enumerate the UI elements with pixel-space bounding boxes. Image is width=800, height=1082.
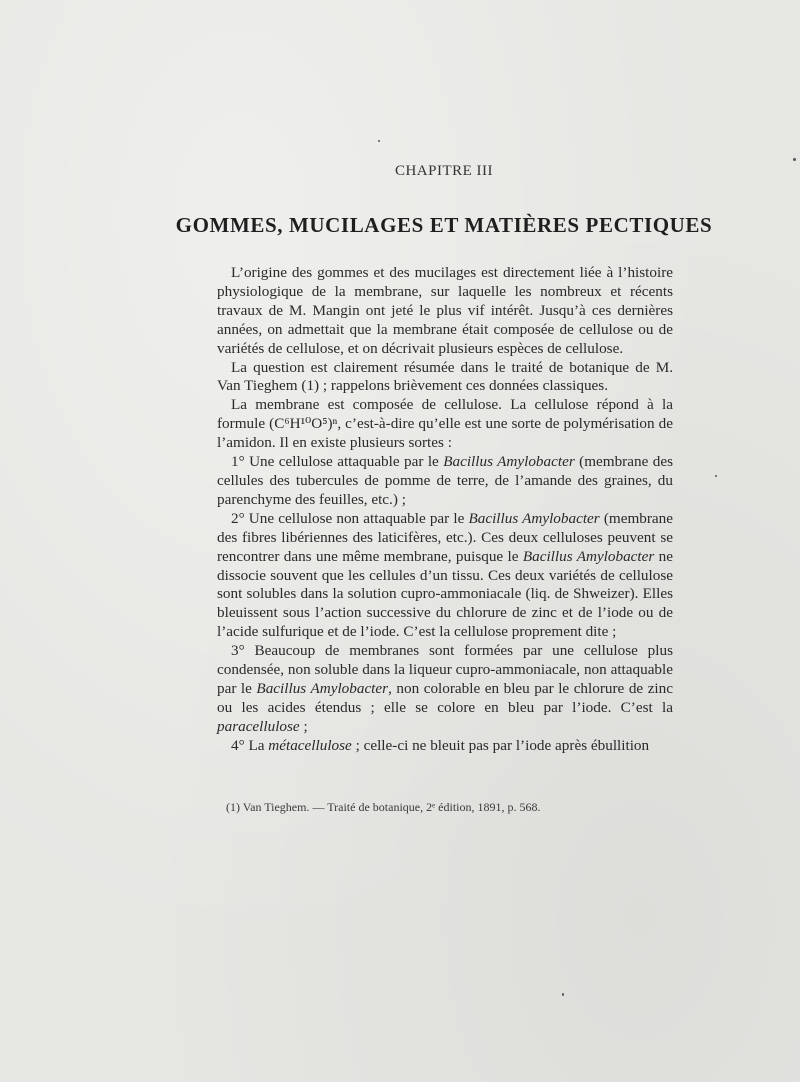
- paragraph: [217, 359, 673, 397]
- paragraph-text: La membrane est composée de cellulose. La cellulose répond à la formule (C⁶H¹⁰O⁵)ⁿ, c’est-à-dire qu’elle est une sorte de polymérisation de l’amidon. Il en existe plusieurs sortes :: [217, 396, 673, 452]
- paragraph-text: 3° Beaucoup de membranes sont formées par une cellulose plus condensée, non soluble dans la liqueur cupro-ammoniacale, non attaquable par le: [217, 642, 673, 697]
- paragraph-text: ; celle-ci ne bleuit pas par l’iode après ébullition: [351, 736, 650, 754]
- paragraph: [217, 453, 673, 510]
- italic-term: Bacillus Amylobacter: [256, 679, 389, 697]
- paragraph-text: 4° La: [231, 736, 269, 754]
- italic-term: Bacillus Amylobacter: [468, 509, 600, 527]
- paragraph-text: ne dissocie souvent que les cellules d’un tissu. Ces deux variétés de cellulose sont solubles dans la solution cupro-ammoniacale (liq. de Shweizer). Elles bleuissent sous l’action successive du chlorure de zinc et de l’iode ou de l’acide sulfurique et de l’iode. C’est la cellulose proprement dite ;: [217, 547, 673, 641]
- chapter-title: GOMMES, MUCILAGES ET MATIÈRES PECTIQUES: [175, 213, 713, 237]
- italic-term: paracellulose: [217, 717, 300, 735]
- body-text: [217, 264, 673, 756]
- paragraph-text: (membrane des cellules des tubercules de pomme de terre, de l’amande des graines, du parenchyme des feuilles, etc.) ;: [217, 453, 673, 508]
- paragraph: [217, 510, 673, 642]
- paragraph-text: L’origine des gommes et des mucilages est directement liée à l’histoire physiologique de la membrane, sur laquelle les nombreux et récents travaux de M. Mangin ont jeté le plus vif intérêt. Jusqu’à ces dernières années, on admettait que la membrane était composée de cellulose ou de variétés de cellulose, et on décrivait plusieurs espèces de cellulose.: [217, 264, 673, 357]
- paragraph: [217, 264, 673, 359]
- print-speck: [715, 475, 717, 477]
- paragraph: [217, 642, 673, 737]
- paragraph-text: La question est clairement résumée dans le traité de botanique de M. Van Tieghem (1) ; rappelons brièvement ces données classiques.: [217, 358, 673, 395]
- paragraph-text: , non colorable en bleu par le chlorure de zinc ou les acides étendus ; elle se colore en bleu par l’iode. C’est la: [217, 679, 673, 716]
- paragraph-text: ;: [299, 717, 308, 735]
- italic-term: Bacillus Amylobacter: [443, 453, 575, 471]
- chapter-heading: CHAPITRE III: [394, 163, 494, 179]
- print-speck: [562, 993, 564, 996]
- paragraph: [217, 396, 673, 453]
- italic-term: Bacillus Amylobacter: [522, 547, 655, 565]
- footnote: (1) Van Tieghem. — Traité de botanique, 2ᵉ édition, 1891, p. 568.: [226, 800, 541, 814]
- paragraph-text: 2° Une cellulose non attaquable par le: [231, 509, 469, 527]
- paragraph-text: 1° Une cellulose attaquable par le: [231, 453, 444, 471]
- print-speck: [378, 140, 380, 142]
- print-speck: [793, 158, 796, 161]
- italic-term: métacellulose: [268, 736, 352, 754]
- paragraph: [217, 737, 673, 756]
- paragraph-text: (membrane des fibres libériennes des laticifères, etc.). Ces deux celluloses peuvent se rencontrer dans une même membrane, puisque le: [217, 509, 673, 565]
